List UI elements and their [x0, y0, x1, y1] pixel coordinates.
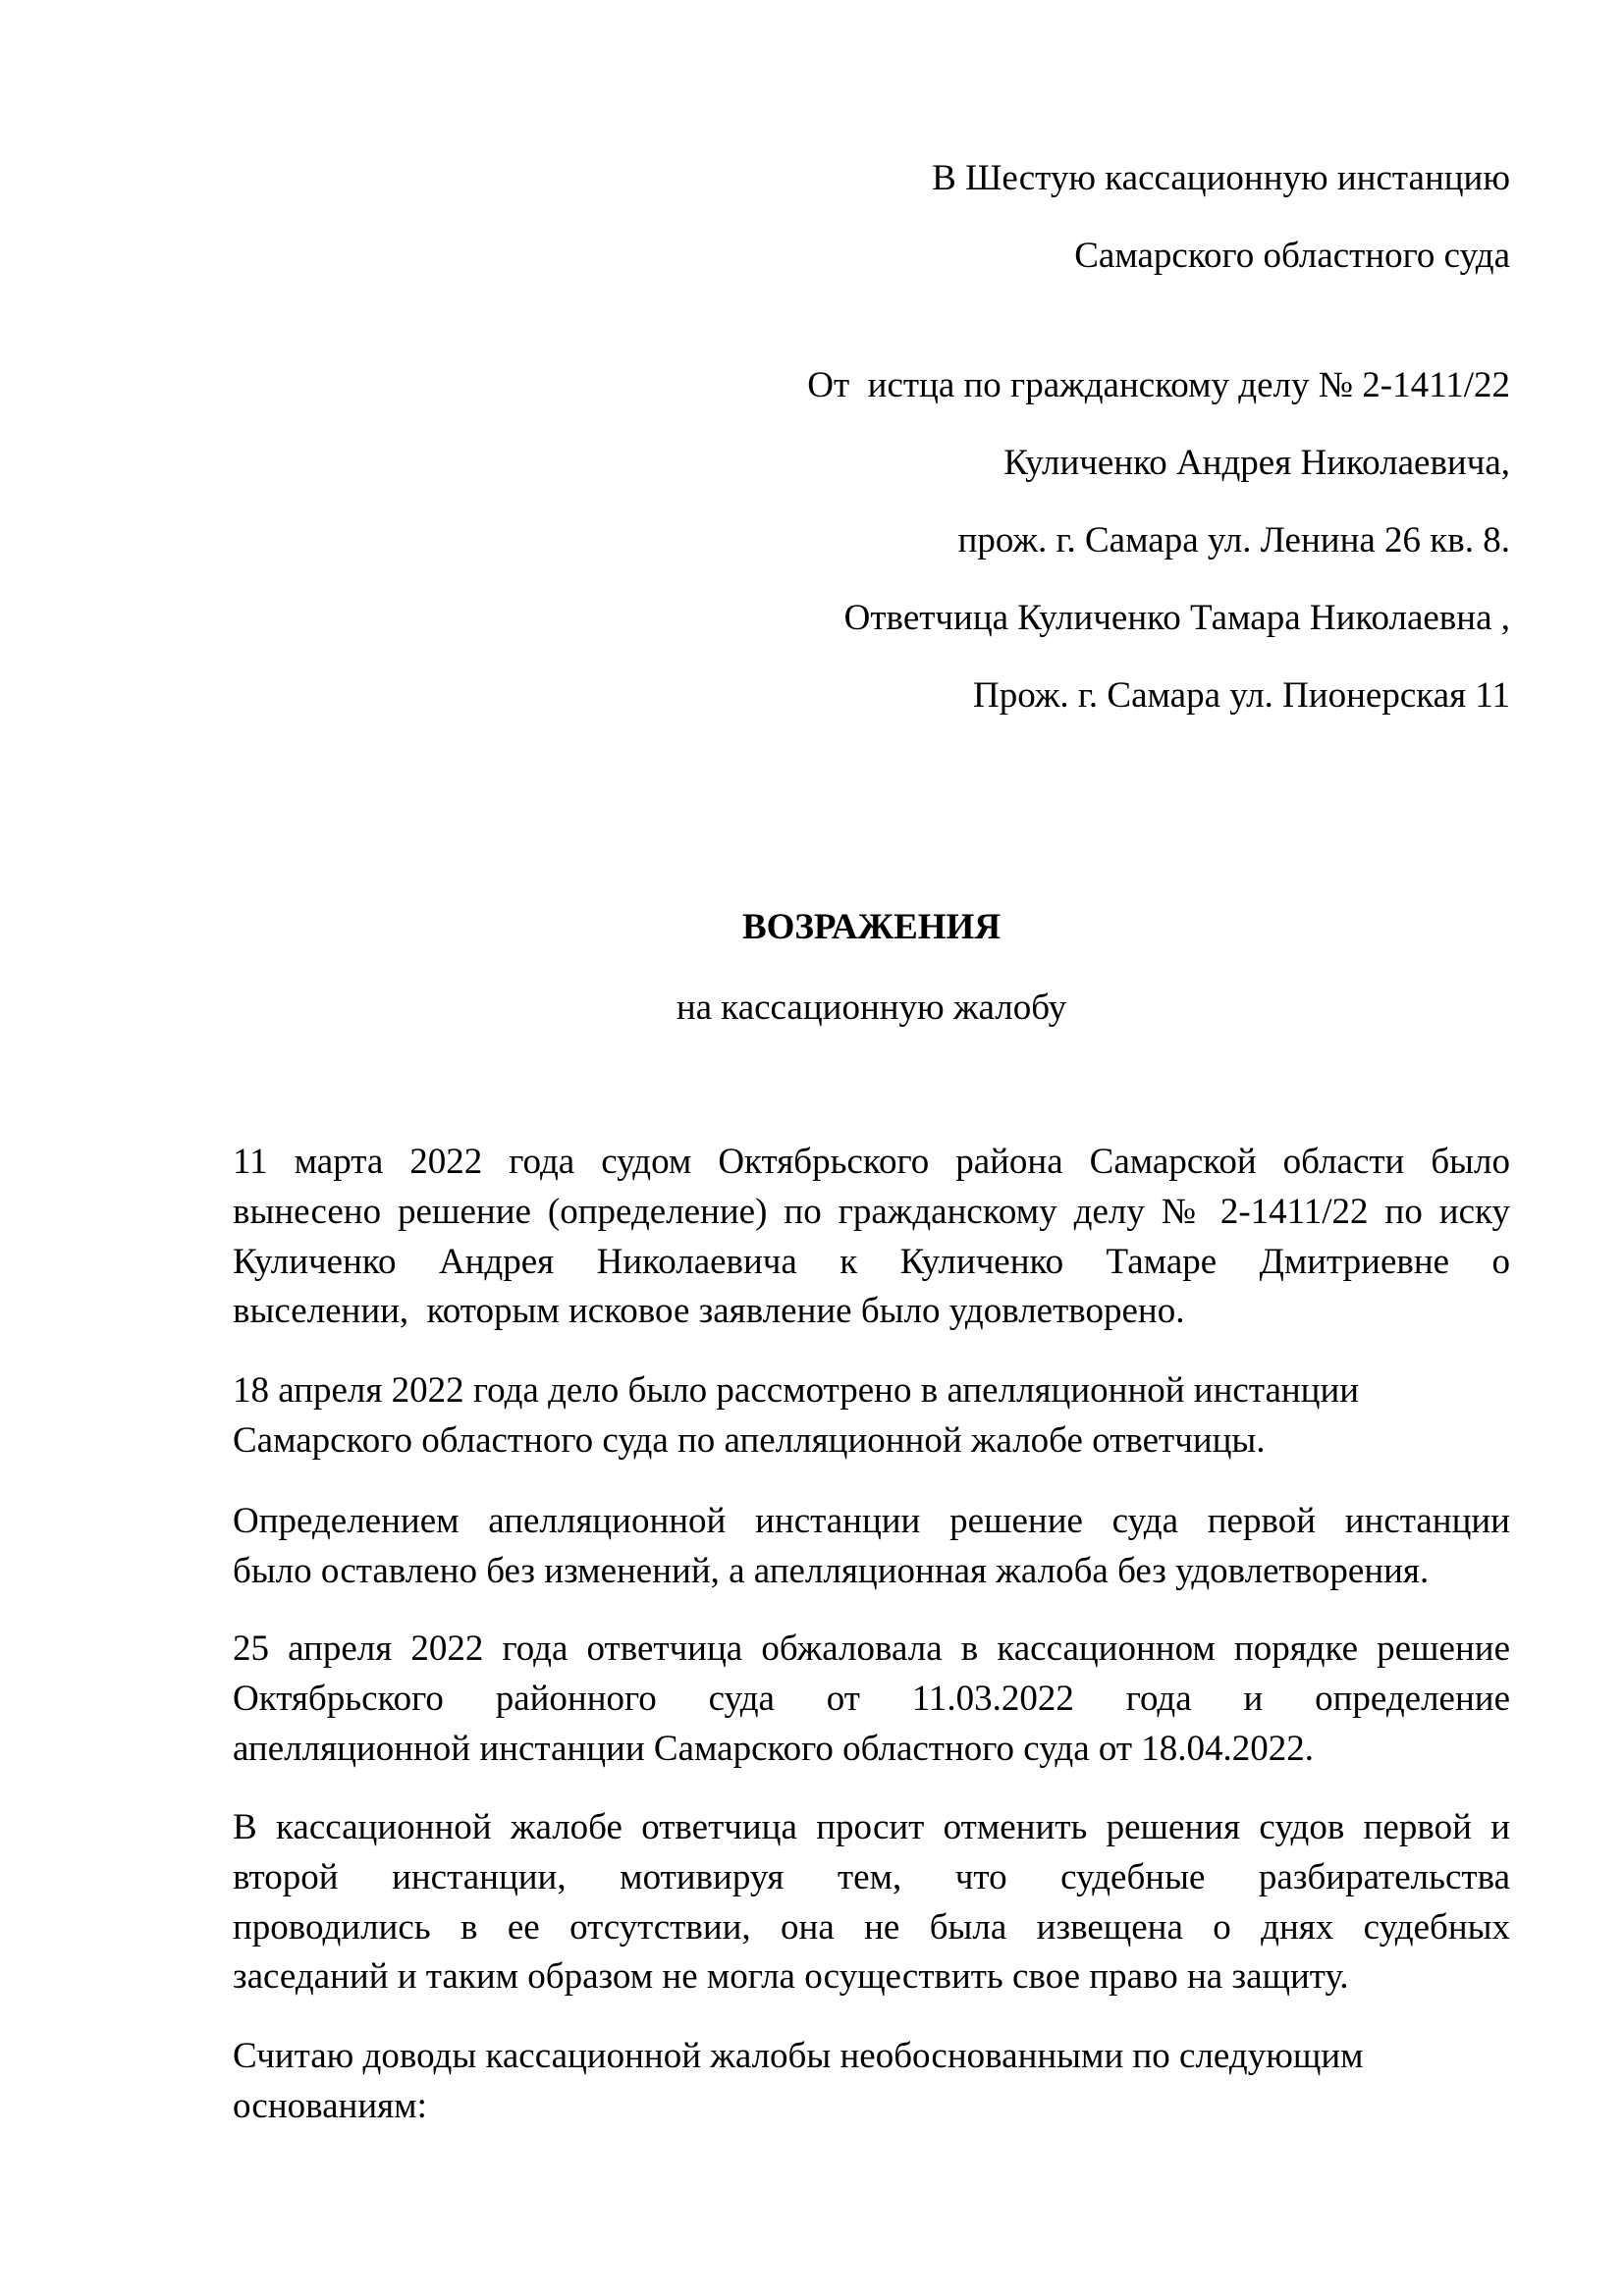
paragraph-line: В кассационной жалобе ответчица просит отменить решения судов первой и	[233, 1807, 1510, 1847]
paragraph-line: Считаю доводы кассационной жалобы необоснованными по следующим	[233, 2036, 1364, 2076]
paragraph-line: Куличенко Андрея Николаевича к Куличенко Тамаре Дмитриевне о	[233, 1241, 1510, 1282]
defendant-name-line: Ответчица Куличенко Тамара Николаевна ,	[843, 598, 1510, 638]
paragraph-line: было оставлено без изменений, а апелляционная жалоба без удовлетворения.	[233, 1550, 1430, 1591]
paragraph-line: выселении, которым исковое заявление было удовлетворено.	[233, 1291, 1185, 1332]
paragraph-line: Самарского областного суда по апелляционной жалобе ответчицы.	[233, 1419, 1266, 1461]
plaintiff-name-line: Куличенко Андрея Николаевича,	[1003, 443, 1510, 483]
addressee-court-line: Самарского областного суда	[1074, 236, 1510, 276]
paragraph-line: вынесено решение (определение) по гражданскому делу № 2-1411/22 по иску	[233, 1191, 1510, 1232]
defendant-address-line: Прож. г. Самара ул. Пионерская 11	[973, 675, 1510, 716]
paragraph-line: апелляционной инстанции Самарского областного суда от 18.04.2022.	[233, 1728, 1315, 1769]
document-subtitle: на кассационную жалобу	[676, 988, 1067, 1028]
paragraph-line: проводились в ее отсутствии, она не была извещена о днях судебных	[233, 1906, 1510, 1948]
document-title: ВОЗРАЖЕНИЯ	[741, 907, 1001, 947]
plaintiff-case-line: От истца по гражданскому делу № 2-1411/22	[807, 365, 1510, 405]
paragraph-line: основаниям:	[233, 2085, 427, 2126]
paragraph-line: 11 марта 2022 года судом Октябрьского района Самарской области было	[233, 1142, 1510, 1182]
plaintiff-address-line: прож. г. Самара ул. Ленина 26 кв. 8.	[957, 520, 1510, 561]
paragraph-line: 25 апреля 2022 года ответчица обжаловала в кассационном порядке решение	[233, 1629, 1510, 1669]
paragraph-line: заседаний и таким образом не могла осуществить свое право на защиту.	[233, 1956, 1349, 1998]
paragraph-line: 18 апреля 2022 года дело было рассмотрено в апелляционной инстанции	[233, 1370, 1360, 1411]
paragraph-line: Октябрьского районного суда от 11.03.2022 года и определение	[233, 1678, 1510, 1719]
addressee-line: В Шестую кассационную инстанцию	[932, 158, 1510, 198]
paragraph-line: Определением апелляционной инстанции решение суда первой инстанции	[233, 1501, 1510, 1541]
paragraph-line: второй инстанции, мотивируя тем, что судебные разбирательства	[233, 1856, 1510, 1897]
